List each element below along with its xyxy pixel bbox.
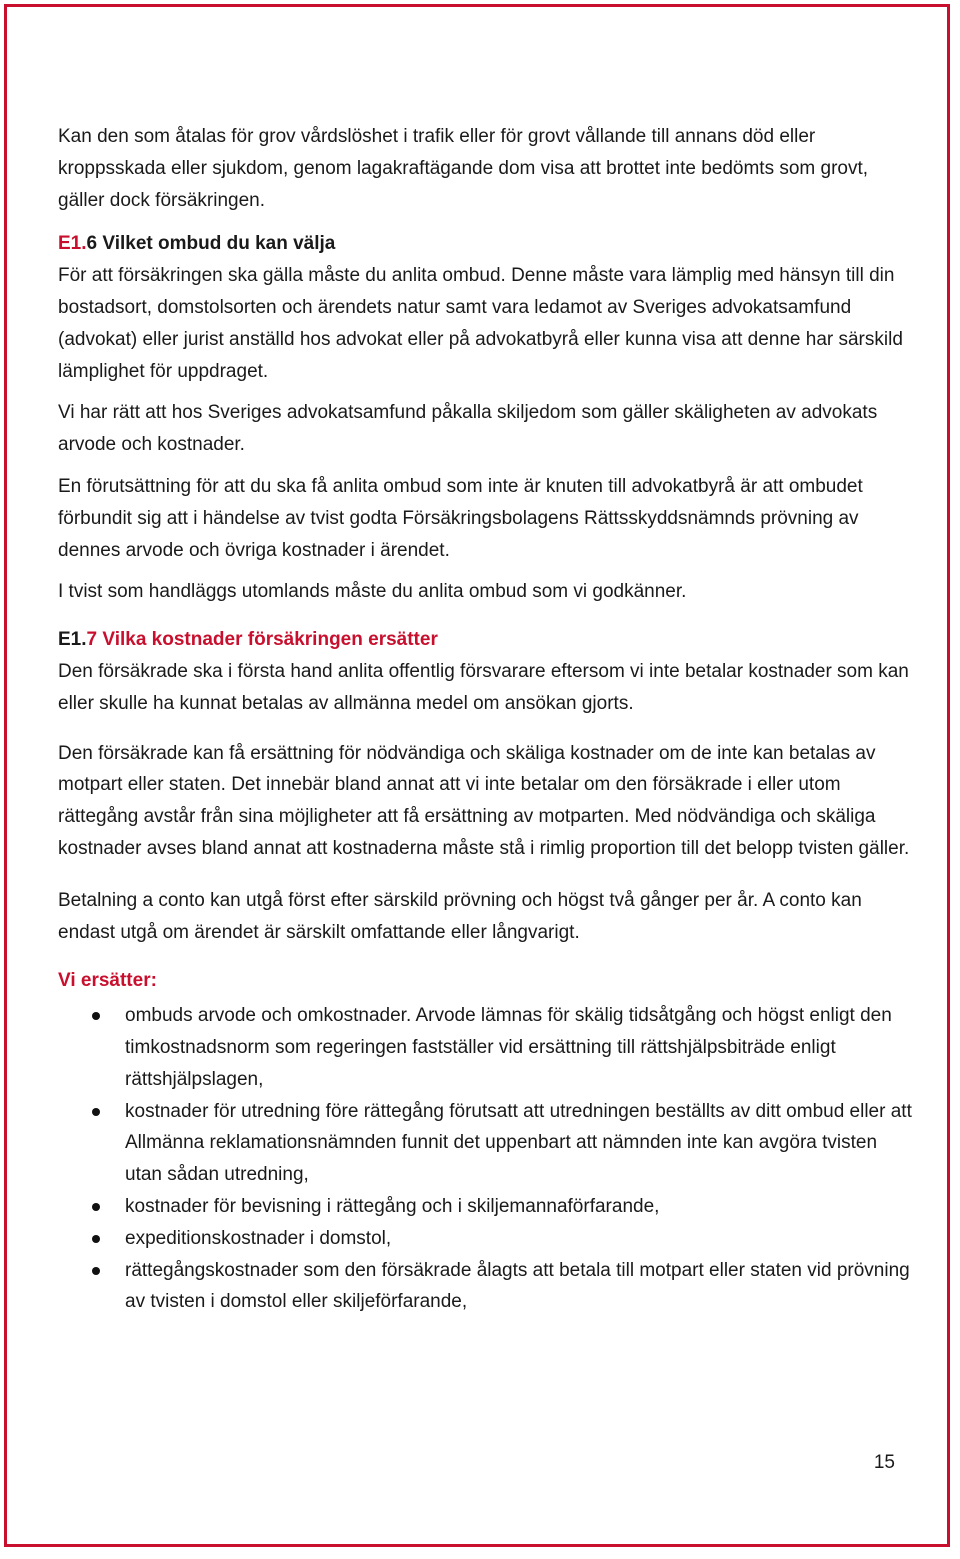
sub-heading: Vi ersätter: — [58, 970, 157, 992]
section-number: E1. — [58, 233, 87, 255]
list-item: rättegångskostnader som den försäkrade ålagts att betala till motpart eller staten vid prövning av tvisten i domstol eller skiljeförfarande, — [58, 1255, 918, 1319]
section-heading-e1-7 — [58, 624, 918, 656]
paragraph: Vi har rätt att hos Sveriges advokatsamfund påkalla skiljedom som gäller skäligheten av advokats arvode och kostnader. — [58, 402, 878, 456]
section-title: 6 Vilket ombud du kan välja — [86, 233, 336, 255]
page-frame — [4, 4, 950, 1547]
bullet-icon — [92, 1108, 100, 1116]
list-item: kostnader för utredning före rättegång förutsatt att utredningen beställts av ditt ombud eller att Allmänna reklamationsnämnden funnit det uppenbart att nämnden inte kan avgöra tvisten utan sådan utredning, — [58, 1096, 918, 1191]
paragraph: I tvist som handläggs utomlands måste du anlita ombud som vi godkänner. — [58, 581, 687, 603]
intro-paragraph: Kan den som åtalas för grov vårdslöshet i trafik eller för grovt vållande till annans död eller kroppsskada eller sjukdom, genom lagakraftägande dom visa att brottet inte bedömts som grovt, gäller dock försäkringen. — [58, 126, 869, 211]
list-item: kostnader för bevisning i rättegång och i skiljemannaförfarande, — [58, 1191, 918, 1223]
list-item: expeditionskostnader i domstol, — [58, 1223, 918, 1255]
bullet-icon — [92, 1267, 100, 1275]
paragraph: En förutsättning för att du ska få anlita ombud som inte är knuten till advokatbyrå är att ombudet förbundit sig att i händelse av tvist godta Försäkringsbolagens Rättsskyddsnämnds prövning av dennes arvode och övriga kostnader i ärendet. — [58, 475, 863, 561]
section-heading-e1-6 — [58, 228, 918, 260]
paragraph: För att försäkringen ska gälla måste du anlita ombud. Denne måste vara lämplig med hänsyn till din bostadsort, domstolsorten och ärendets natur samt vara ledamot av Sveriges advokatsamfund (advokat) eller jurist anställd hos advokat eller på advokatbyrå eller kunna visa att denne har särskild lämplighet för uppdraget. — [58, 265, 903, 382]
section-number: E1. — [58, 629, 87, 651]
bullet-icon — [92, 1012, 100, 1020]
cost-list — [58, 1000, 918, 1318]
paragraph: Den försäkrade ska i första hand anlita offentlig försvarare eftersom vi inte betalar kostnader som kan eller skulle ha kunnat betalas av allmänna medel om ansökan gjorts. — [58, 660, 909, 714]
list-item: ombuds arvode och omkostnader. Arvode lämnas för skälig tidsåtgång och högst enligt den timkostnadsnorm som regeringen fastställer vid ersättning till rättshjälpsbiträde enligt rättshjälpslagen, — [58, 1000, 918, 1095]
section-title: 7 Vilka kostnader försäkringen ersätter — [86, 629, 438, 651]
page-number: 15 — [873, 1452, 895, 1473]
bullet-icon — [92, 1203, 100, 1211]
paragraph: Betalning a conto kan utgå först efter särskild prövning och högst två gånger per år. A conto kan endast utgå om ärendet är särskilt omfattande eller långvarigt. — [58, 889, 862, 943]
paragraph: Den försäkrade kan få ersättning för nödvändiga och skäliga kostnader om de inte kan betalas av motpart eller staten. Det innebär bland annat att vi inte betalar om den försäkrade i eller utom rättegång avstår från sina möjligheter att få ersättning av motparten. Med nödvändiga och skäliga kostnader avses bland annat att kostnaderna måste stå i rimlig proportion till det belopp tvisten gäller. — [58, 742, 910, 859]
document-body — [58, 121, 918, 1318]
bullet-icon — [92, 1235, 100, 1243]
